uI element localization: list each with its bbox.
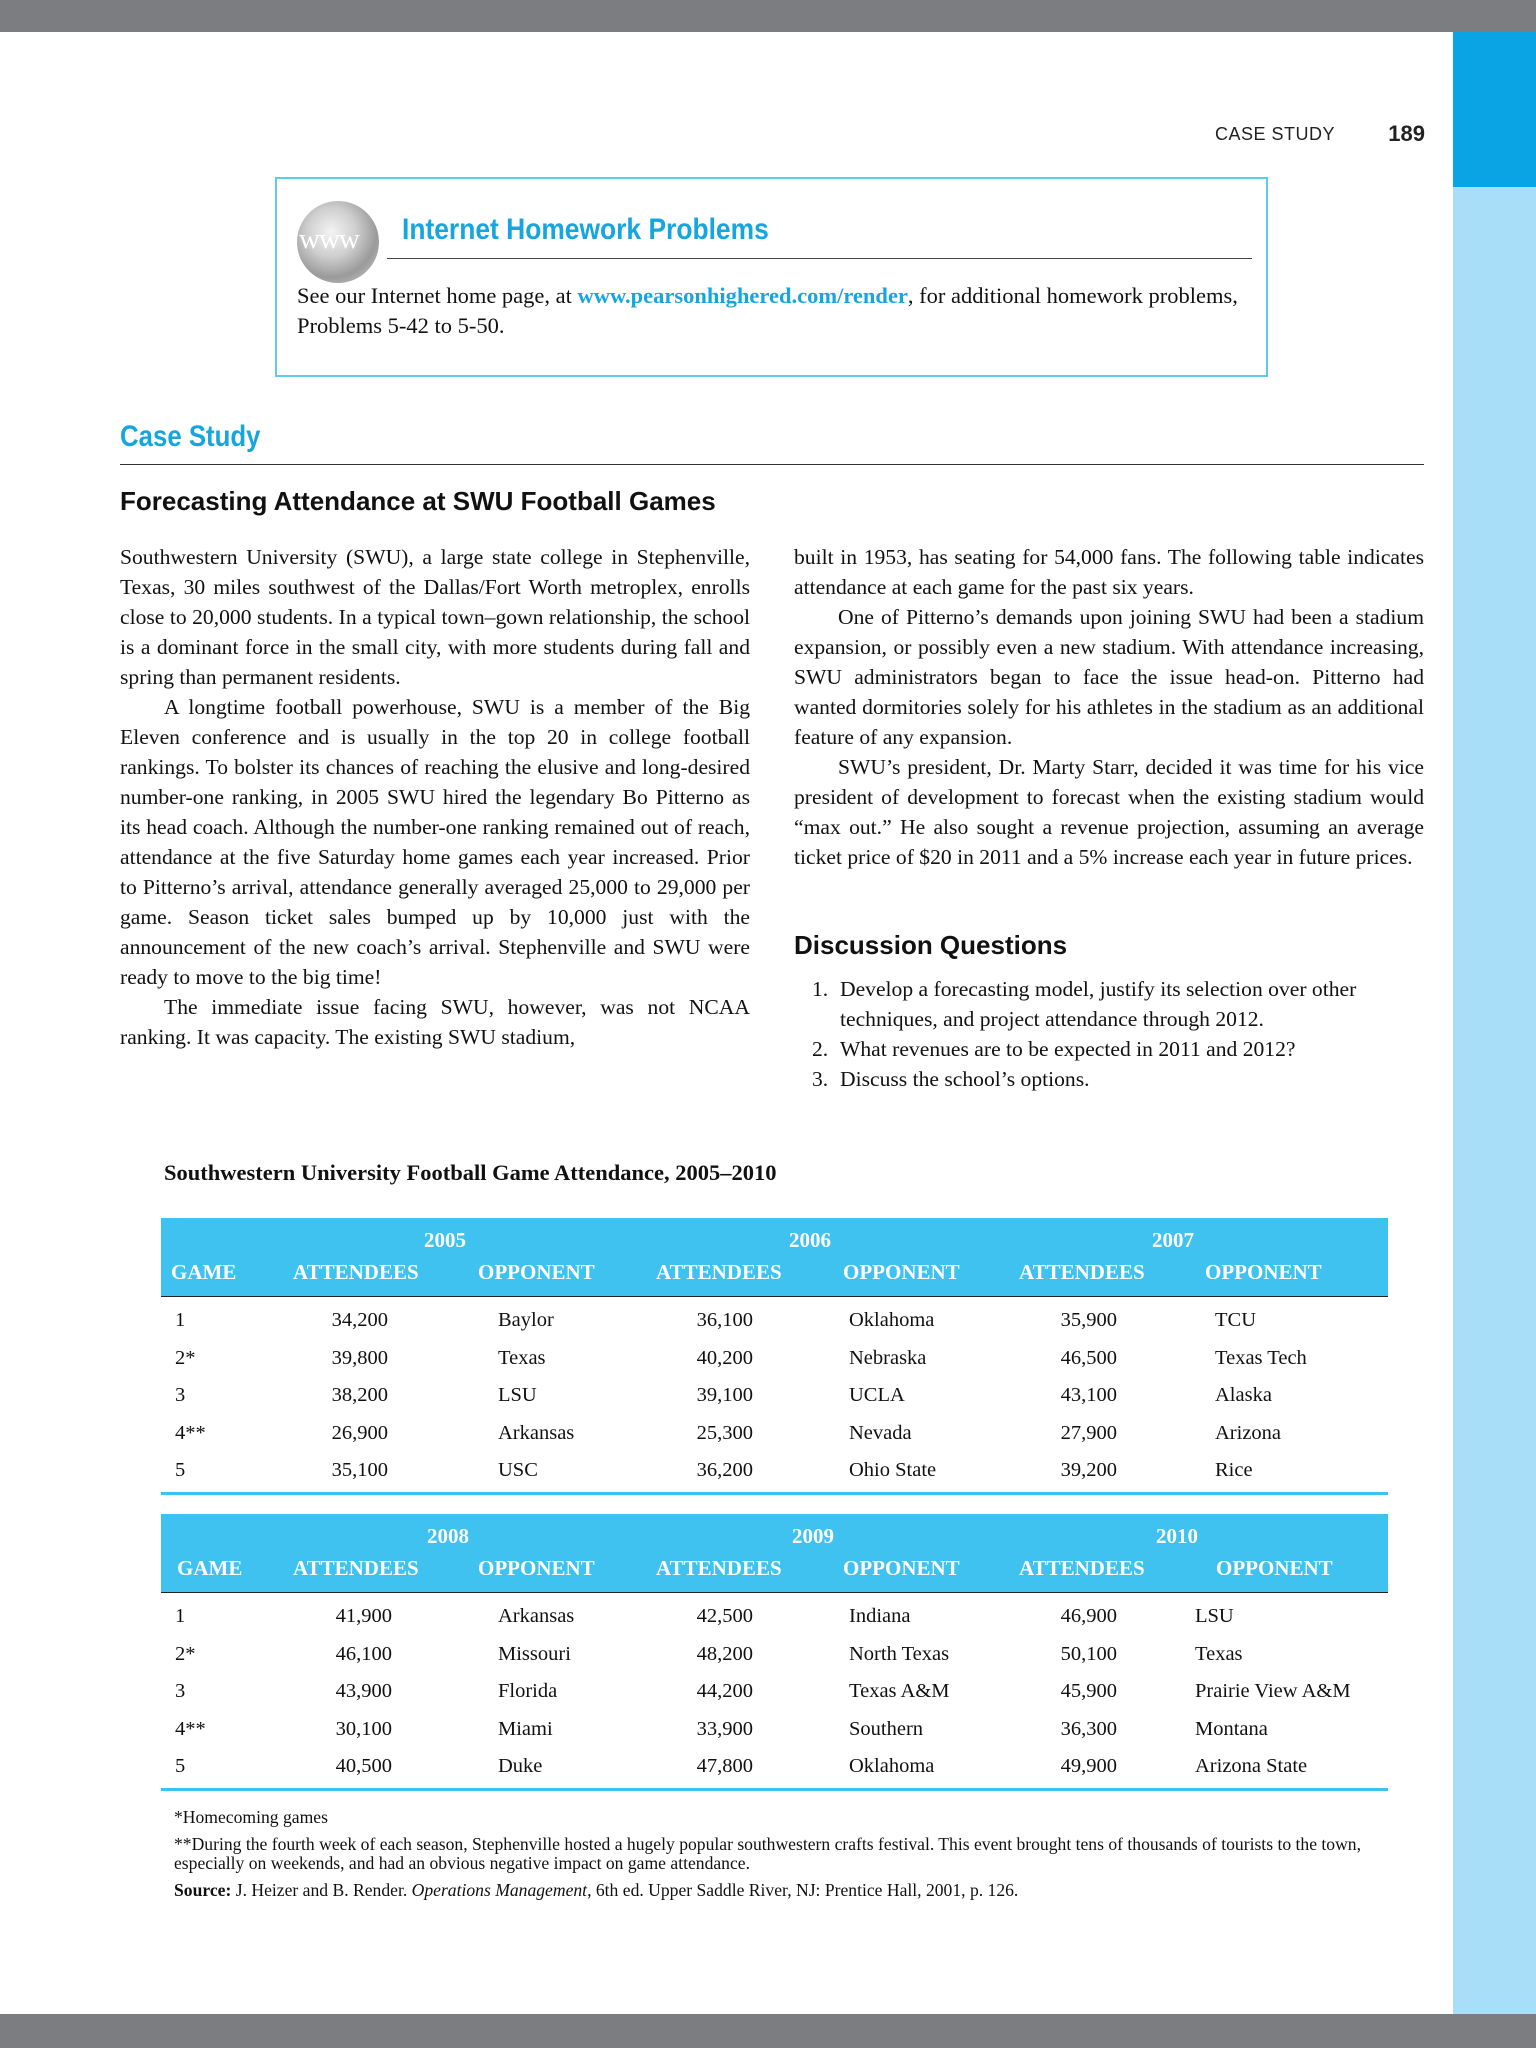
question-item: 3. Discuss the school’s options. [812,1067,1090,1091]
attendees-column-header: ATTENDEES [1019,1556,1145,1580]
attendees-cell: 33,900 [696,1717,753,1740]
attendees-cell: 43,900 [335,1680,392,1702]
opponent-cell: Alaska [1215,1384,1272,1406]
opponent-cell: LSU [1195,1605,1234,1627]
opponent-cell: Southern [849,1717,924,1740]
attendees-cell: 39,800 [331,1346,388,1369]
question-item: 2. What revenues are to be expected in 2011 and 2012? [812,1037,1296,1061]
attendees-cell: 30,100 [335,1717,392,1740]
game-column-header: GAME [177,1556,243,1580]
festival-footnote: **During the fourth week of each season, Stephenville hosted a hugely popular southwestern crafts festival. This event brought tens of thousands of tourists to the town, especially on weekends, and had an obvious negative impact on game attendance. [174,1834,1362,1873]
opponent-cell: Prairie View A&M [1195,1680,1351,1702]
opponent-cell: UCLA [849,1384,905,1406]
opponent-cell: USC [498,1459,538,1481]
attendees-column-header: ATTENDEES [656,1260,782,1284]
attendees-cell: 46,500 [1060,1346,1117,1369]
page-number: 189 [1388,121,1425,146]
attendees-cell: 38,200 [331,1384,388,1406]
opponent-cell: Duke [498,1755,543,1777]
game-cell: 1 [175,1309,186,1331]
page-edge-tab [1453,32,1536,2014]
year-header: 2008 [427,1524,469,1548]
attendees-cell: 27,900 [1060,1421,1117,1444]
attendees-cell: 48,200 [696,1642,753,1665]
year-header: 2006 [789,1228,831,1252]
game-cell: 4** [175,1421,206,1444]
page-edge-tab-marker [1453,32,1536,187]
game-cell: 3 [175,1384,186,1406]
top-bar [0,0,1536,32]
attendees-column-header: ATTENDEES [656,1556,782,1580]
year-header: 2005 [424,1228,466,1252]
opponent-cell: Miami [498,1717,553,1740]
attendees-cell: 44,200 [696,1680,753,1702]
opponent-cell: LSU [498,1384,537,1406]
opponent-cell: North Texas [849,1642,950,1665]
attendees-cell: 50,100 [1060,1642,1117,1665]
table-footnotes [174,1808,1374,1900]
table-header [161,1514,1388,1593]
opponent-column-header: OPPONENT [843,1260,960,1284]
homework-rule [387,258,1252,259]
attendees-column-header: ATTENDEES [293,1260,419,1284]
homecoming-footnote: *Homecoming games [174,1807,328,1827]
homework-text: See our Internet home page, at www.pearsonhighered.com/render, for additional homework problems, Problems 5-42 to 5-50. [297,283,1238,338]
header-section: CASE STUDY [1215,124,1336,144]
year-header: 2007 [1152,1228,1194,1252]
attendees-cell: 34,200 [331,1309,388,1331]
opponent-cell: Texas Tech [1215,1346,1307,1369]
opponent-cell: Ohio State [849,1459,937,1481]
attendees-cell: 36,300 [1060,1717,1117,1740]
game-cell: 5 [175,1459,186,1481]
attendance-table-2008-2010 [161,1514,1388,1791]
discussion-questions-title: Discussion Questions [794,930,1068,960]
opponent-cell: Texas [1195,1642,1243,1665]
attendees-cell: 35,100 [331,1459,388,1481]
case-study-title: Forecasting Attendance at SWU Football Games [120,486,716,516]
opponent-cell: TCU [1215,1309,1256,1331]
opponent-cell: Indiana [849,1605,911,1627]
attendees-cell: 42,500 [696,1605,753,1627]
opponent-column-header: OPPONENT [843,1556,960,1580]
table-body [161,1297,1388,1495]
paragraph: built in 1953, has seating for 54,000 fans. The following table indicates attendance at each game for the past six years. [794,545,1424,599]
opponent-cell: Rice [1215,1459,1253,1481]
opponent-cell: Baylor [498,1309,554,1331]
source-citation: Source: J. Heizer and B. Render. Operations Management, 6th ed. Upper Saddle River, NJ: Prentice Hall, 2001, p. 126. [174,1880,1019,1900]
case-study-rule [120,464,1424,465]
question-item: 1. Develop a forecasting model, justify its selection over other techniques, and project attendance through 2012. [812,977,1357,1031]
paragraph: One of Pitterno’s demands upon joining SWU had been a stadium expansion, or possibly even a new stadium. With attendance increasing, SWU administrators began to face the issue head-on. Pitterno had wanted dormitories solely for his athletes in the stadium as an additional feature of any expansion. [794,605,1424,749]
year-header: 2010 [1156,1524,1198,1548]
table-header [161,1218,1388,1297]
right-column [794,542,1424,872]
game-cell: 2* [175,1346,196,1369]
attendees-column-header: ATTENDEES [293,1556,419,1580]
opponent-cell: Texas [498,1346,546,1369]
attendees-cell: 40,200 [696,1346,753,1369]
paragraph: A longtime football powerhouse, SWU is a member of the Big Eleven conference and is usually in the top 20 in college football rankings. To bolster its chances of reaching the elusive and long-desired number-one ranking, in 2005 SWU hired the legendary Bo Pitterno as its head coach. Although the number-one ranking remained out of reach, attendance at the five Saturday home games each year increased. Prior to Pitterno’s arrival, attendance generally averaged 25,000 to 29,000 per game. Season ticket sales bumped up by 10,000 just with the announcement of the new coach’s arrival. Stephenville and SWU were ready to move to the big time! [120,695,750,989]
paragraph: Southwestern University (SWU), a large state college in Stephenville, Texas, 30 miles southwest of the Dallas/Fort Worth metroplex, enrolls close to 20,000 students. In a typical town–gown relationship, the school is a dominant force in the small city, with more students during fall and spring than permanent residents. [120,545,750,689]
game-cell: 2* [175,1642,196,1665]
attendees-cell: 39,100 [696,1384,753,1406]
attendees-cell: 46,900 [1060,1605,1117,1627]
internet-homework-box [275,177,1268,377]
running-header [1200,120,1425,150]
game-column-header: GAME [171,1260,237,1284]
game-cell: 1 [175,1605,186,1627]
opponent-cell: Arizona [1215,1421,1282,1444]
opponent-cell: Arizona State [1195,1755,1308,1777]
opponent-cell: Nebraska [849,1346,927,1369]
paragraph: The immediate issue facing SWU, however, was not NCAA ranking. It was capacity. The existing SWU stadium, [120,995,750,1049]
attendees-cell: 41,900 [335,1605,392,1627]
attendance-table-2005-2007 [161,1218,1388,1495]
opponent-cell: Texas A&M [849,1680,950,1702]
table-title: Southwestern University Football Game Attendance, 2005–2010 [164,1160,777,1185]
attendees-column-header: ATTENDEES [1019,1260,1145,1284]
attendees-cell: 45,900 [1060,1680,1117,1702]
attendees-cell: 36,200 [696,1459,753,1481]
opponent-column-header: OPPONENT [1205,1260,1322,1284]
opponent-cell: Montana [1195,1717,1268,1740]
opponent-cell: Oklahoma [849,1309,935,1331]
game-cell: 3 [175,1680,186,1702]
bottom-bar [0,2014,1536,2048]
left-column [120,542,750,1052]
game-cell: 4** [175,1717,206,1740]
attendees-cell: 46,100 [335,1642,392,1665]
homework-link[interactable]: www.pearsonhighered.com/render [577,283,908,308]
attendees-cell: 25,300 [696,1421,753,1444]
discussion-questions-list [794,974,1424,1094]
opponent-cell: Arkansas [498,1605,575,1627]
game-cell: 5 [175,1755,186,1777]
opponent-cell: Missouri [498,1642,571,1665]
case-study-label: Case Study [120,420,261,453]
attendees-cell: 40,500 [335,1755,392,1777]
attendees-cell: 49,900 [1060,1755,1117,1777]
homework-title: Internet Homework Problems [402,213,769,246]
attendees-cell: 36,100 [696,1309,753,1331]
www-globe-icon: www [297,201,379,283]
attendees-cell: 35,900 [1060,1309,1117,1331]
opponent-column-header: OPPONENT [478,1260,595,1284]
opponent-cell: Nevada [849,1421,912,1444]
opponent-column-header: OPPONENT [478,1556,595,1580]
year-header: 2009 [792,1524,834,1548]
attendees-cell: 26,900 [331,1421,388,1444]
paragraph: SWU’s president, Dr. Marty Starr, decided it was time for his vice president of development to forecast when the existing stadium would “max out.” He also sought a revenue projection, assuming an average ticket price of $20 in 2011 and a 5% increase each year in future prices. [794,755,1424,869]
table-body [161,1593,1388,1791]
attendees-cell: 43,100 [1060,1384,1117,1406]
opponent-cell: Arkansas [498,1421,575,1444]
opponent-column-header: OPPONENT [1216,1556,1333,1580]
attendees-cell: 47,800 [696,1755,753,1777]
opponent-cell: Oklahoma [849,1755,935,1777]
attendees-cell: 39,200 [1060,1459,1117,1481]
opponent-cell: Florida [498,1680,558,1702]
